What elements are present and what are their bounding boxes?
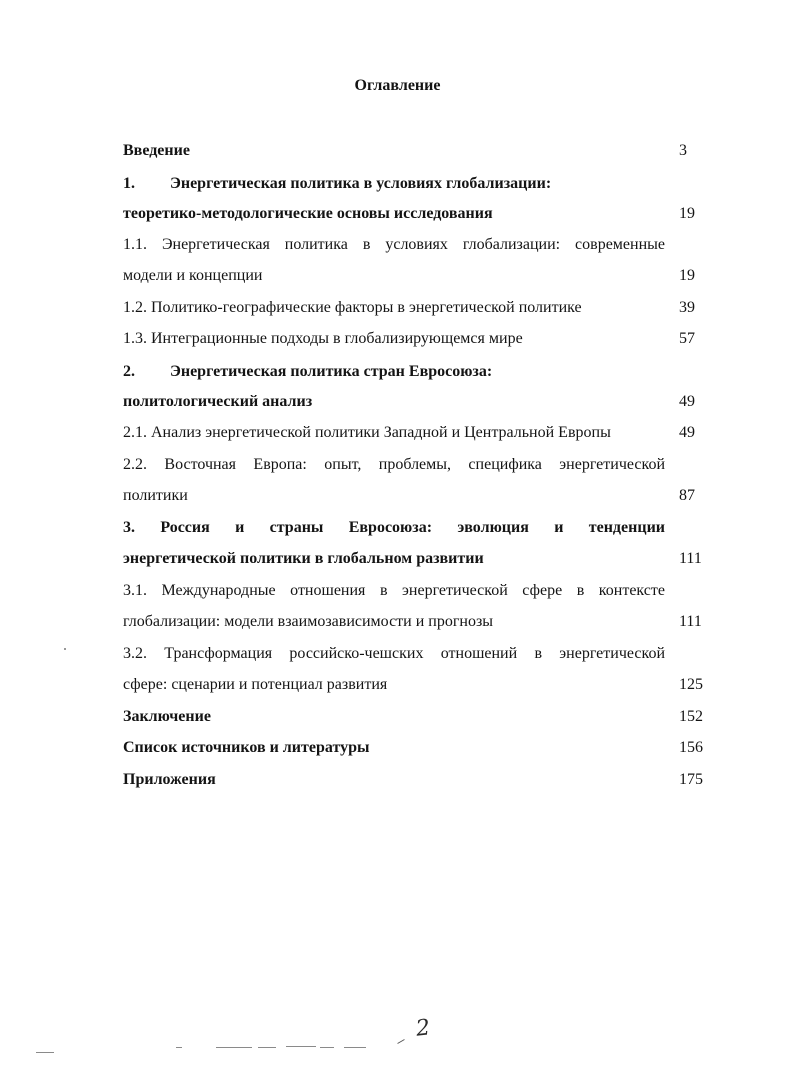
scan-artifact	[344, 1047, 366, 1048]
toc-entry-section-1-2: 1.2. Политико-географические факторы в энергетической политике	[123, 299, 582, 316]
toc-page-section-2-2: 87	[679, 487, 695, 504]
scan-artifact	[216, 1047, 252, 1048]
toc-page-section-1-1: 19	[679, 267, 695, 284]
toc-entry-section-2-2: 2.2. Восточная Европа: опыт, проблемы, специфика энергетической	[123, 456, 665, 473]
chapter-title-line-1: Энергетическая политика в условиях глобализации:	[170, 175, 552, 192]
chapter-number: 2.	[123, 363, 135, 380]
toc-entry-section-1-1-line-2: модели и концепции	[123, 267, 263, 284]
toc-page-introduction: 3	[679, 142, 687, 159]
scan-artifact	[286, 1046, 316, 1047]
toc-entry-section-3-2: 3.2. Трансформация российско-чешских отношений в энергетической	[123, 645, 665, 662]
toc-entry-chapter-1	[123, 174, 665, 194]
scan-mark	[397, 1039, 404, 1044]
scan-artifact	[320, 1047, 334, 1048]
toc-page-section-2-1: 49	[679, 424, 695, 441]
toc-entry-chapter-3-line-2: энергетической политики в глобальном развитии	[123, 550, 484, 567]
toc-entry-introduction: Введение	[123, 142, 190, 159]
scan-artifact	[36, 1052, 54, 1053]
toc-page-appendices: 175	[679, 771, 703, 788]
handwritten-page-number: 2	[414, 1015, 432, 1042]
toc-entry-section-2-1: 2.1. Анализ энергетической политики Западной и Центральной Европы	[123, 424, 611, 441]
toc-entry-chapter-3: 3. Россия и страны Евросоюза: эволюция и тенденции	[123, 519, 665, 536]
toc-entry-section-2-2-line-2: политики	[123, 487, 188, 504]
toc-page-section-1-3: 57	[679, 330, 695, 347]
toc-page-bibliography: 156	[679, 739, 703, 756]
toc-page-chapter-2: 49	[679, 393, 695, 410]
scan-artifact	[258, 1047, 276, 1048]
toc-entry-section-1-1: 1.1. Энергетическая политика в условиях глобализации: современные	[123, 236, 665, 253]
toc-entry-section-1-3: 1.3. Интеграционные подходы в глобализирующемся мире	[123, 330, 523, 347]
toc-page-conclusion: 152	[679, 708, 703, 725]
toc-entry-chapter-1-line-2: теоретико-методологические основы исследования	[123, 205, 493, 222]
toc-page-section-3-1: 111	[679, 613, 702, 630]
toc-page-section-1-2: 39	[679, 299, 695, 316]
toc-entry-section-3-1: 3.1. Международные отношения в энергетической сфере в контексте	[123, 582, 665, 599]
toc-entry-section-3-2-line-2: сфере: сценарии и потенциал развития	[123, 676, 388, 693]
toc-page-chapter-1: 19	[679, 205, 695, 222]
toc-entry-chapter-2	[123, 362, 665, 382]
chapter-number: 1.	[123, 175, 135, 192]
toc-page-section-3-2: 125	[679, 676, 703, 693]
toc-entry-chapter-2-line-2: политологический анализ	[123, 393, 313, 410]
toc-entry-bibliography: Список источников и литературы	[123, 739, 370, 756]
page-title: Оглавление	[354, 77, 441, 94]
scan-artifact	[176, 1047, 182, 1048]
toc-page-chapter-3: 111	[679, 550, 702, 567]
toc-entry-appendices: Приложения	[123, 771, 216, 788]
chapter-title-line-1: Энергетическая политика стран Евросоюза:	[170, 363, 493, 380]
toc-entry-section-3-1-line-2: глобализации: модели взаимозависимости и прогнозы	[123, 613, 494, 630]
toc-entry-conclusion: Заключение	[123, 708, 211, 725]
scan-dust	[64, 648, 66, 650]
